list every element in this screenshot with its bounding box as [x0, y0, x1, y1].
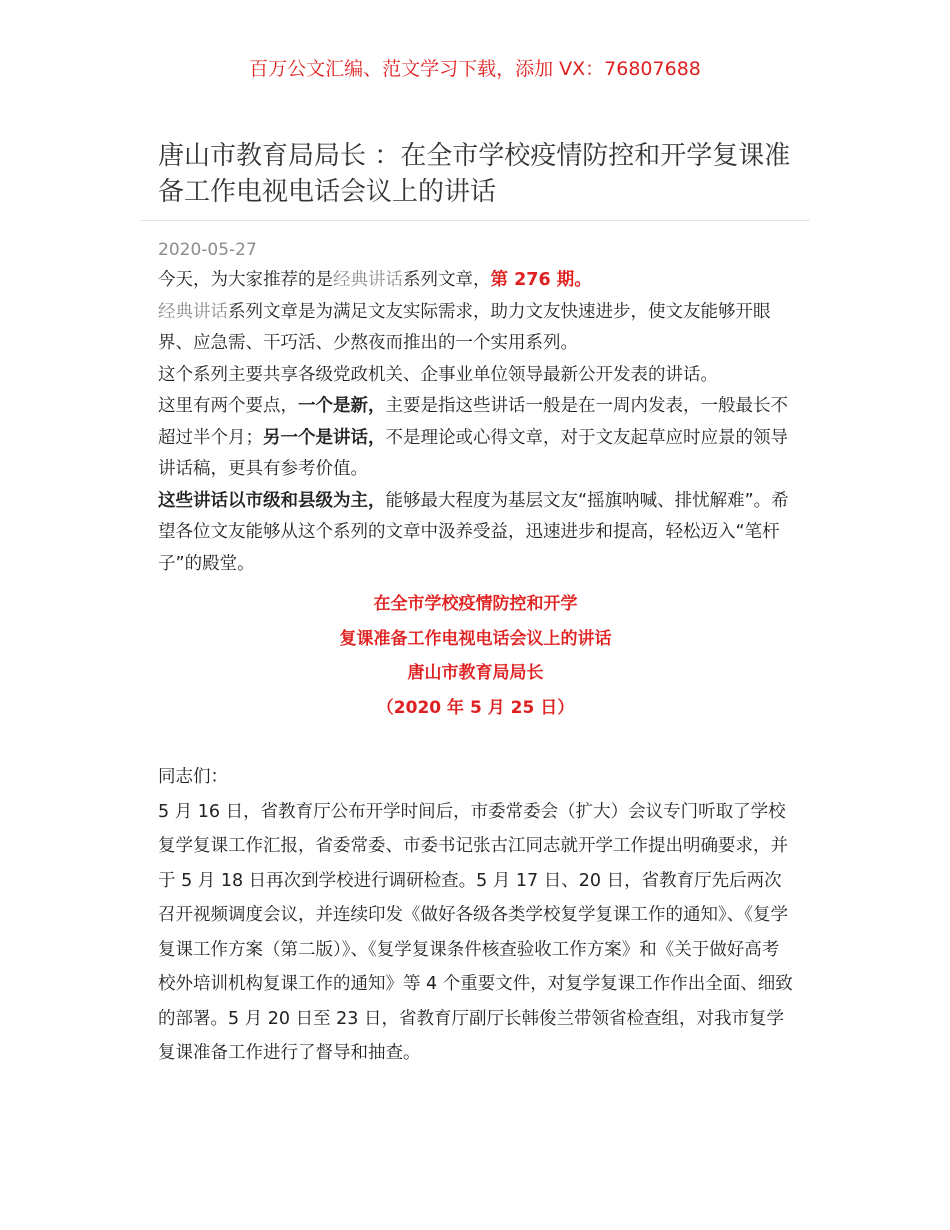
- intro-paragraph-2: [158, 297, 793, 360]
- series-name: 经典讲话: [158, 301, 228, 322]
- intro-text: 系列文章，: [403, 270, 491, 290]
- intro-text: 系列文章是为满足文友实际需求，助力文友快速进步，使文友能够开眼界、应急需、干巧活、少熬夜而推出的一个实用系列。: [158, 301, 771, 353]
- speech-date: （2020 年 5 月 25 日）: [376, 697, 575, 718]
- key-point-1: 一个是新，: [298, 396, 386, 416]
- key-point-3: 这些讲话以市级和县级为主，: [158, 490, 386, 511]
- intro-paragraph-4: [158, 391, 793, 486]
- series-name: 经典讲话: [333, 270, 403, 290]
- intro-section: [158, 265, 793, 580]
- speech-header: [158, 587, 793, 725]
- issue-number: 第 276 期。: [490, 270, 592, 290]
- speech-body: [158, 760, 793, 1071]
- speech-title-line-1: 在全市学校疫情防控和开学: [373, 594, 578, 614]
- publish-date: 2020-05-27: [158, 240, 257, 260]
- intro-paragraph-3: 这个系列主要共享各级党政机关、企事业单位领导最新公开发表的讲话。: [158, 364, 718, 385]
- speech-title-line-2: 复课准备工作电视电话会议上的讲话: [339, 628, 612, 649]
- intro-text: 主要是指这些讲话一般是在一周内发表，一般最长不超过半个月；: [158, 396, 788, 448]
- promo-banner: 百万公文汇编、范文学习下载，添加 VX：76807688: [249, 58, 701, 80]
- intro-text: 这里有两个要点，: [158, 396, 298, 416]
- speech-paragraph-1: 5 月 16 日，省教育厅公布开学时间后，市委常委会（扩大）会议专门听取了学校复学复课工作汇报，省委常委、市委书记张古江同志就开学工作提出明确要求，并于 5 月 18 日再次到学校进行调研检查。5 月 17 日、20 日，省教育厅先后两次召开视频调度会议，并连续印发《做好各级各类学校复学复课工作的通知》、《复学复课工作方案（第二版）》、《复学复课条件核查验收工作方案》和《关于做好高考校外培训机构复课工作的通知》等 4 个重要文件，对复学复课工作作出全面、细致的部署。5 月 20 日至 23 日，省教育厅副厅长韩俊兰带领省检查组，对我市复学复课准备工作进行了督导和抽查。: [158, 801, 793, 1063]
- intro-paragraph-1: [158, 265, 793, 297]
- intro-text: 今天，为大家推荐的是: [158, 270, 333, 290]
- speech-greeting: 同志们：: [158, 767, 228, 787]
- intro-paragraph-5: [158, 486, 793, 581]
- title-divider: [140, 220, 810, 221]
- article-title: 唐山市教育局局长 ：在全市学校疫情防控和开学复课准备工作电视电话会议上的讲话: [158, 141, 791, 207]
- intro-text: 不是理论或心得文章，对于文友起草应时应景的领导讲话稿，更具有参考价值。: [158, 427, 788, 479]
- speech-speaker: 唐山市教育局局长: [407, 663, 544, 683]
- intro-text: 能够最大程度为基层文友“摇旗呐喊、排忧解难”。希望各位文友能够从这个系列的文章中汲养受益，迅速进步和提高，轻松迈入“笔杆子”的殿堂。: [158, 490, 789, 574]
- key-point-2: 另一个是讲话，: [263, 427, 386, 448]
